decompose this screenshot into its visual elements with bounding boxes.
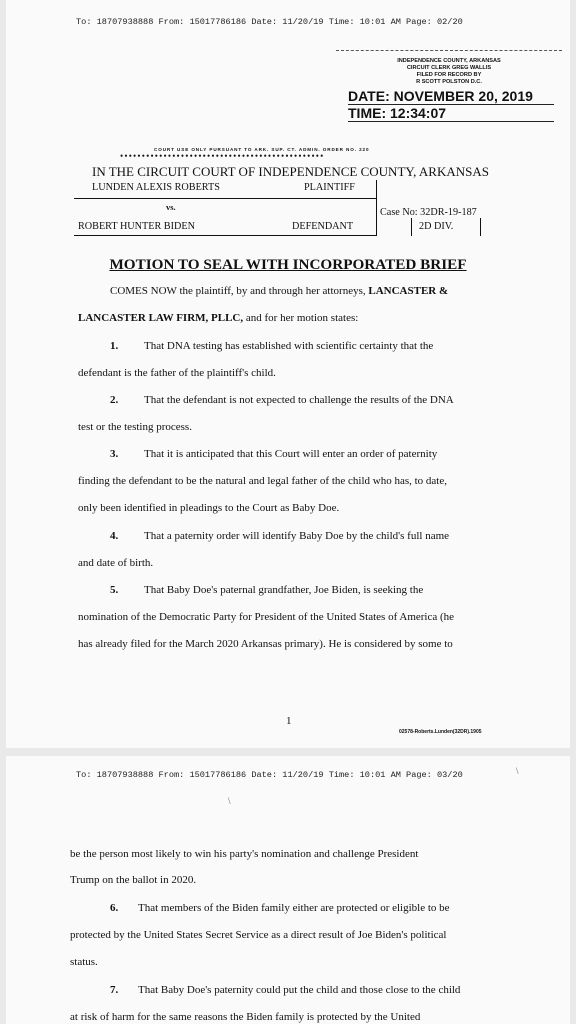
paragraph-number: 4. — [110, 530, 119, 542]
intro-text: COMES NOW the plaintiff, by and through her attorneys, — [110, 285, 366, 297]
dotted-rule: ••••••••••••••••••••••••••••••••••••••••••••••• — [120, 151, 325, 161]
division-divider — [411, 218, 412, 236]
intro-line — [110, 284, 448, 298]
paragraph-text: has already filed for the March 2020 Arkansas primary). He is considered by some to — [78, 638, 453, 650]
caption-divider — [376, 180, 377, 236]
scan-mark: \ — [228, 796, 231, 806]
stamp-divider — [348, 121, 554, 122]
paragraph-text: test or the testing process. — [78, 421, 192, 433]
paragraph-text: That Baby Doe's paternity could put the child and those close to the child — [138, 984, 461, 996]
paragraph-number: 7. — [110, 984, 119, 996]
paragraph-text: only been identified in pleadings to the Court as Baby Doe. — [78, 502, 340, 514]
fax-header: To: 18707938888 From: 15017786186 Date: 11/20/19 Time: 10:01 AM Page: 03/20 — [76, 770, 463, 780]
document-page-1 — [6, 0, 570, 748]
stamp-border — [336, 50, 562, 57]
law-firm-name: LANCASTER LAW FIRM, PLLC, — [78, 312, 244, 324]
case-number: Case No: 32DR-19-187 — [380, 207, 477, 218]
paragraph-text: finding the defendant to be the natural and legal father of the child who has, to date, — [78, 475, 447, 487]
paragraph-text: status. — [70, 956, 98, 968]
division-divider — [480, 218, 481, 236]
stamp-time: TIME: 12:34:07 — [348, 105, 447, 121]
stamp-date: DATE: NOVEMBER 20, 2019 — [348, 88, 533, 104]
paragraph-number: 3. — [110, 448, 119, 460]
caption-rule — [74, 235, 376, 236]
scan-mark: \ — [516, 766, 519, 776]
division: 2D DIV. — [419, 221, 454, 232]
paragraph-text: nomination of the Democratic Party for President of the United States of America (he — [78, 611, 455, 623]
paragraph-text: and date of birth. — [78, 557, 154, 569]
fax-header: To: 18707938888 From: 15017786186 Date: 11/20/19 Time: 10:01 AM Page: 02/20 — [76, 17, 463, 27]
paragraph-text: That a paternity order will identify Baby Doe by the child's full name — [144, 530, 450, 542]
versus-text: vs. — [166, 202, 176, 212]
paragraph-text: That DNA testing has established with scientific certainty that the — [144, 340, 434, 352]
stamp-filed: FILED FOR RECORD BY — [416, 72, 482, 78]
paragraph-text: at risk of harm for the same reasons the Biden family is protected by the United — [70, 1011, 421, 1023]
paragraph-text: That the defendant is not expected to challenge the results of the DNA — [144, 394, 454, 406]
law-firm-name: LANCASTER & — [368, 285, 449, 297]
paragraph-text: Trump on the ballot in 2020. — [70, 874, 197, 886]
paragraph-number: 1. — [110, 340, 119, 352]
defendant-name: ROBERT HUNTER BIDEN — [78, 221, 195, 232]
document-page-2 — [6, 756, 570, 1024]
page-number: 1 — [286, 715, 292, 727]
defendant-label: DEFENDANT — [292, 221, 354, 232]
paragraph-number: 6. — [110, 902, 119, 914]
plaintiff-label: PLAINTIFF — [304, 182, 355, 193]
court-use-notice: COURT USE ONLY PURSUANT TO ARK. SUP. CT. ADMIN. ORDER NO. 220 — [154, 147, 370, 152]
paragraph-text: That it is anticipated that this Court will enter an order of paternity — [144, 448, 438, 460]
stamp-county: INDEPENDENCE COUNTY, ARKANSAS — [397, 58, 501, 64]
paragraph-text: defendant is the father of the plaintiff's child. — [78, 367, 276, 379]
filing-stamp — [332, 50, 566, 128]
plaintiff-name: LUNDEN ALEXIS ROBERTS — [92, 182, 220, 193]
intro-line — [78, 311, 358, 325]
paragraph-number: 5. — [110, 584, 119, 596]
caption-rule — [74, 198, 376, 199]
paragraph-text: be the person most likely to win his party's nomination and challenge President — [70, 848, 419, 860]
intro-text: and for her motion states: — [245, 312, 359, 324]
document-title: MOTION TO SEAL WITH INCORPORATED BRIEF — [109, 256, 467, 273]
paragraph-text: That Baby Doe's paternal grandfather, Joe Biden, is seeking the — [144, 584, 424, 596]
document-footer: 02578-Roberts.Lunden(32DR).1905 — [399, 729, 482, 735]
paragraph-number: 2. — [110, 394, 119, 406]
stamp-deputy: R SCOTT POLSTON D.C. — [416, 79, 482, 85]
paragraph-text: That members of the Biden family either are protected or eligible to be — [138, 902, 450, 914]
court-name: IN THE CIRCUIT COURT OF INDEPENDENCE COUNTY, ARKANSAS — [92, 164, 489, 179]
paragraph-text: protected by the United States Secret Service as a direct result of Joe Biden's political — [70, 929, 447, 941]
stamp-clerk: CIRCUIT CLERK GREG WALLIS — [406, 65, 492, 71]
